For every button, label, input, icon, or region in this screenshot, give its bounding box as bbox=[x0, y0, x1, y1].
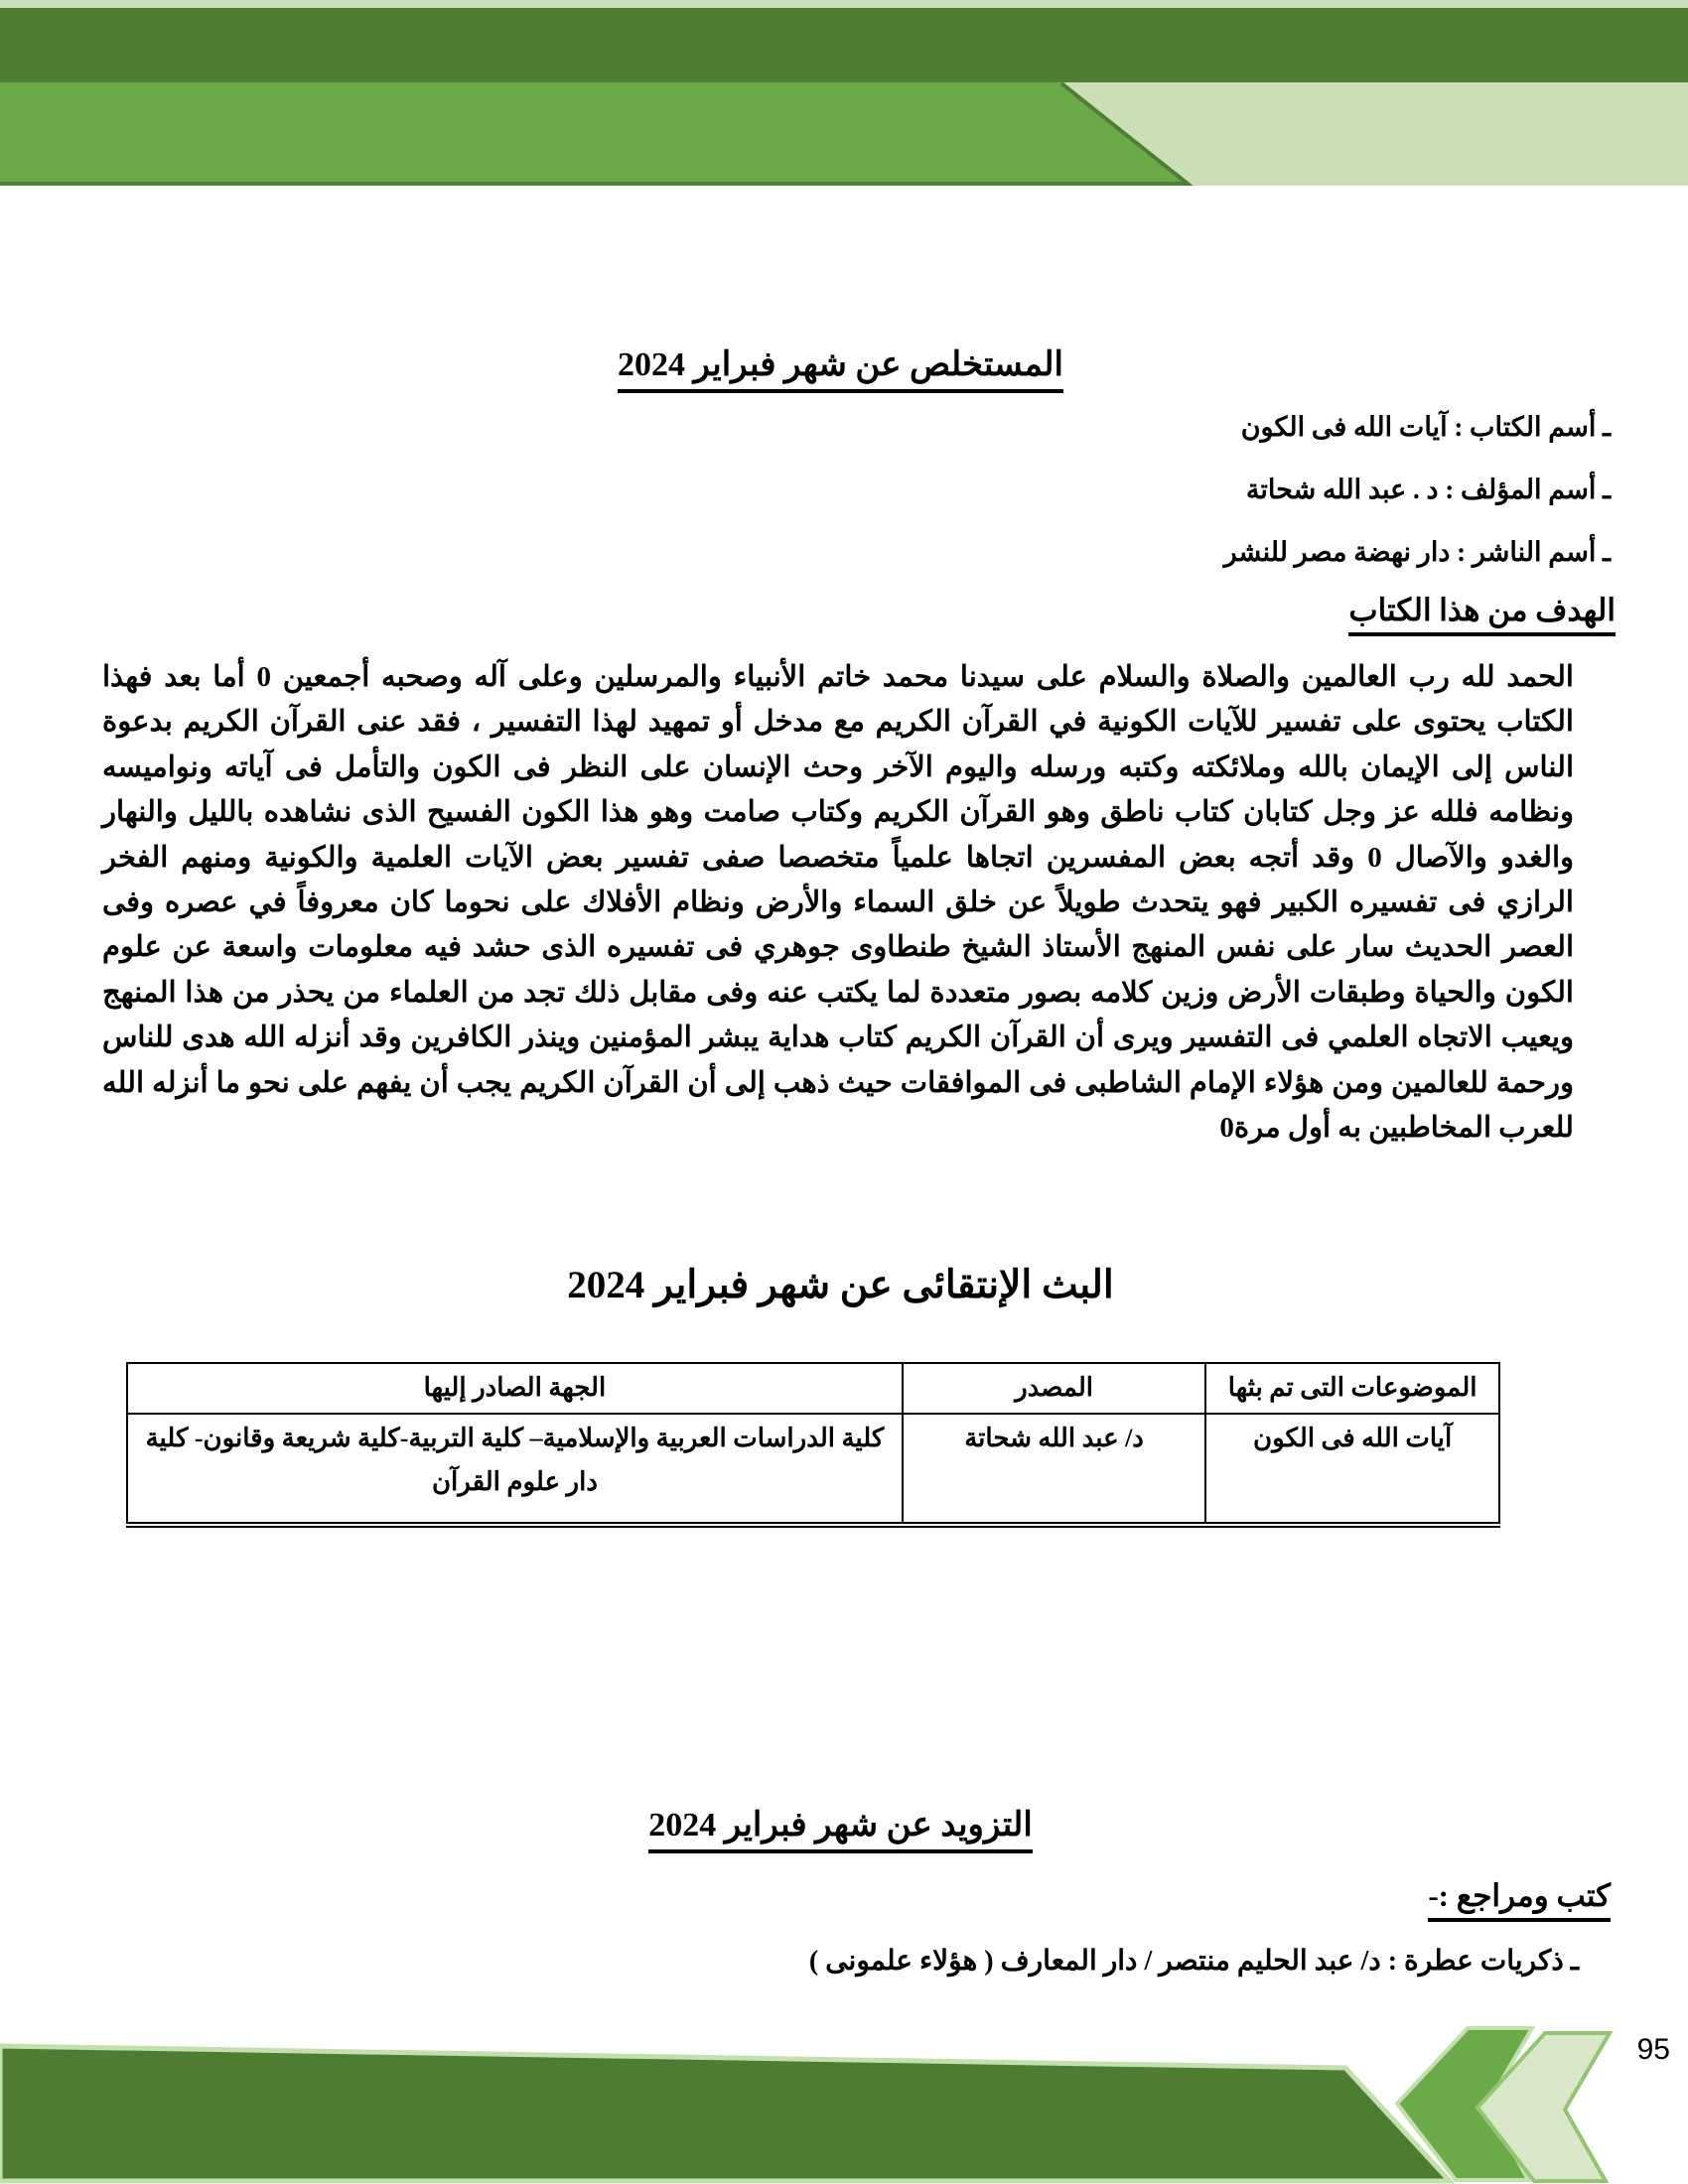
paragraph-line: ورحمة للعالمين ومن هؤلاء الإمام الشاطبى فى الموافقات حيث ذهب إلى أن القرآن الكريم يجب أن يفهم على نحو ما أنزله الله bbox=[102, 1066, 1574, 1099]
table-header-row bbox=[127, 1363, 1499, 1414]
paragraph-line: ويعيب الاتجاه العلمي فى التفسير ويرى أن القرآن الكريم كتاب هداية يبشر المؤمنين وينذر الكافرين وقد أنزله الله هدى للناس bbox=[102, 1022, 1574, 1054]
paragraph-line: العصر الحديث سار على نفس المنهج الأستاذ الشيخ طنطاوى جوهري فى تفسيره الذى حشد فيه معلومات واسعة عن علوم bbox=[102, 931, 1574, 964]
book-name-line: ـ أسم الكتاب : آيات الله فى الكون bbox=[1240, 412, 1611, 442]
books-references-heading bbox=[102, 1878, 1611, 1922]
paragraph-line: الحمد لله رب العالمين والصلاة والسلام على سيدنا محمد خاتم الأنبياء والمرسلين وعلى آله وصحبه أجمعين 0 أما بعد فهذا bbox=[102, 661, 1574, 693]
supply-title-text: التزويد عن شهر فبراير 2024 bbox=[648, 1805, 1033, 1853]
broadcast-table bbox=[126, 1362, 1500, 1528]
paragraph-line: الكتاب يحتوى على تفسير للآيات الكونية في القرآن الكريم مع مدخل أو تمهيد لهذا التفسير ، فقد عنى القرآن الكريم بدعوة bbox=[102, 706, 1574, 739]
paragraph-line: الناس إلى الإيمان بالله وملائكته وكتبه ورسله واليوم الآخر وحث الإنسان على النظر فى الكون والتأمل فى آياته ونواميسه bbox=[102, 751, 1574, 783]
publisher-name-line: ـ أسم الناشر : دار نهضة مصر للنشر bbox=[1223, 537, 1611, 567]
col-header-destination: الجهة الصادر إليها bbox=[127, 1363, 903, 1414]
supply-title bbox=[102, 1805, 1579, 1853]
footer-chevron-icon bbox=[1477, 2033, 1610, 2181]
header-banner-graphic bbox=[0, 0, 1688, 194]
author-name-line: ـ أسم المؤلف : د . عبد الله شحاتة bbox=[1245, 475, 1611, 504]
summary-title bbox=[102, 344, 1579, 393]
goal-heading-text: الهدف من هذا الكتاب bbox=[1348, 593, 1616, 636]
books-references-heading-text: كتب ومراجع :- bbox=[1428, 1878, 1611, 1922]
footer-chevron-icon bbox=[1397, 2028, 1532, 2180]
broadcast-table-wrap bbox=[126, 1362, 1500, 1528]
paragraph-line: الكون والحياة وطبقات الأرض وزين كلامه بصور متعددة لما يكتب عنه وفى مقابل ذلك تجد من العلماء من يحذر من هذا المنهج bbox=[102, 976, 1574, 1009]
cell-topic: آيات الله فى الكون bbox=[1205, 1414, 1499, 1525]
summary-title-text: المستخلص عن شهر فبراير 2024 bbox=[618, 344, 1063, 393]
broadcast-title: البث الإنتقائى عن شهر فبراير 2024 bbox=[567, 1264, 1114, 1306]
reference-line: ـ ذكريات عطرة : د/ عبد الحليم منتصر / دار المعارف ( هؤلاء علمونى ) bbox=[808, 1946, 1579, 1977]
table-row bbox=[127, 1414, 1499, 1525]
goal-heading bbox=[102, 593, 1616, 636]
paragraph-line: والغدو والآصال 0 وقد أتجه بعض المفسرين اتجاها علمياً متخصصا صفى تفسير بعض الآيات العلمية والكونية ومنهم الفخر bbox=[102, 841, 1575, 874]
paragraph-line: للعرب المخاطبين به أول مرة0 bbox=[1219, 1112, 1574, 1145]
footer-banner-graphic bbox=[0, 2025, 1688, 2184]
col-header-topics: الموضوعات التى تم بثها bbox=[1205, 1363, 1499, 1414]
page-number: 95 bbox=[1636, 2033, 1670, 2066]
summary-paragraph bbox=[102, 655, 1574, 1151]
paragraph-line: ونظامه فلله عز وجل كتابان كتاب ناطق وهو القرآن الكريم وكتاب صامت وهو هذا الكون الفسيح الذى نشاهده بالليل والنهار bbox=[102, 796, 1574, 829]
paragraph-line: الرازي فى تفسيره الكبير فهو يتحدث طويلاً عن خلق السماء والأرض ونظام الأفلاك على نحوما كان معروفاً في عصره وفى bbox=[102, 887, 1574, 919]
cell-destination: كلية الدراسات العربية والإسلامية– كلية التربية-كلية شريعة وقانون- كلية دار علوم القرآن bbox=[127, 1414, 903, 1525]
col-header-source: المصدر bbox=[903, 1363, 1205, 1414]
cell-source: د/ عبد الله شحاتة bbox=[903, 1414, 1205, 1525]
